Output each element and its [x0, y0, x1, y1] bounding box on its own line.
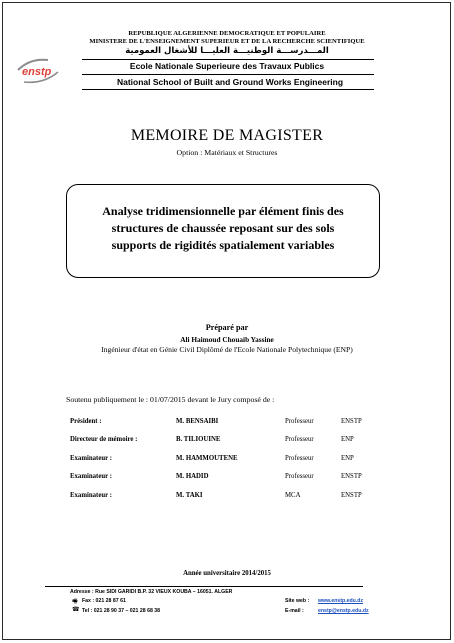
email-link[interactable]: enstp@enstp.edu.dz: [318, 608, 369, 614]
footer-email-label: E-mail :: [285, 608, 304, 614]
school-name-french: Ecole Nationale Superieure des Travaux Publics: [129, 61, 325, 71]
jury-row: [0, 492, 454, 502]
phone-icon: ☎: [72, 606, 80, 613]
jury-name: M. HAMMOUTENE: [176, 455, 238, 462]
jury-grade: Professeur: [285, 455, 314, 462]
thesis-title-line: Analyse tridimensionnelle par élément finis des: [102, 204, 344, 218]
school-name-english: National School of Built and Ground Works Engineering: [116, 77, 344, 87]
jury-grade: MCA: [285, 492, 301, 499]
author-name: Ali Haimoud Chouaib Yassine: [180, 335, 274, 344]
jury-name: B. TILIOUINE: [176, 436, 221, 443]
footer-site-label: Site web :: [285, 598, 310, 604]
jury-grade: Professeur: [285, 473, 314, 480]
jury-role: Directeur de mémoire :: [70, 436, 138, 443]
jury-institution: ENSTP: [341, 473, 362, 480]
jury-row: [0, 418, 454, 428]
logo-wordmark: enstp: [22, 66, 52, 78]
header-rule-middle: [82, 74, 374, 75]
thesis-title: [66, 203, 380, 254]
fax-icon: 🖷: [72, 598, 78, 605]
footer-address: Adresse : Rue SIDI GARIDI B.P. 32 VIEUX KOUBA – 16051. ALGER: [70, 589, 233, 595]
academic-year: Année universitaire 2014/2015: [183, 570, 271, 577]
option-line: Option : Matériaux et Structures: [176, 148, 278, 157]
jury-row: [0, 455, 454, 465]
footer-fax: Fax : 021 28 87 61: [82, 598, 126, 604]
jury-role: Examinateur :: [70, 492, 112, 499]
jury-institution: ENP: [341, 455, 354, 462]
jury-row: [0, 473, 454, 483]
jury-role: Examinateur :: [70, 473, 112, 480]
document-title: MEMOIRE DE MAGISTER: [130, 127, 324, 144]
jury-row: [0, 436, 454, 446]
thesis-title-line: supports de rigidités spatialement variables: [111, 238, 335, 252]
jury-grade: Professeur: [285, 436, 314, 443]
jury-role: Examinateur :: [70, 455, 112, 462]
jury-name: M. HADID: [176, 473, 209, 480]
website-link[interactable]: www.enstp.edu.dz: [318, 598, 364, 604]
defense-statement: Soutenu publiquement le : 01/07/2015 devant le Jury composé de :: [66, 395, 275, 404]
header-rule-top: [82, 59, 374, 60]
ministry-heading: MINISTERE DE L'ENSEIGNEMENT SUPERIEUR ET DE LA RECHERCHE SCIENTIFIQUE: [89, 38, 365, 45]
jury-institution: ENSTP: [341, 492, 362, 499]
jury-name: M. TAKI: [176, 492, 203, 499]
footer-phone: Tel : 021 28 90 37 – 021 28 68 38: [82, 608, 161, 614]
footer-rule: [45, 586, 363, 587]
prepared-by-label: Préparé par: [205, 323, 249, 332]
document-page: [2, 2, 451, 640]
author-degree: Ingénieur d'état en Génie Civil Diplômé de l'Ecole Nationale Polytechnique (ENP): [101, 345, 353, 354]
header-rule-bottom: [82, 89, 374, 90]
jury-role: Président :: [70, 418, 102, 425]
jury-grade: Professeur: [285, 418, 314, 425]
jury-name: M. BENSAIBI: [176, 418, 219, 425]
thesis-title-line: structures de chaussée reposant sur des sols: [111, 221, 335, 235]
republic-heading: REPUBLIQUE ALGERIENNE DEMOCRATIQUE ET POPULAIRE: [128, 30, 326, 37]
jury-institution: ENSTP: [341, 418, 362, 425]
jury-institution: ENP: [341, 436, 354, 443]
school-name-arabic: المـــدرســـة الوطنيـــة العليـــا للأشغال العمومية: [125, 46, 329, 56]
